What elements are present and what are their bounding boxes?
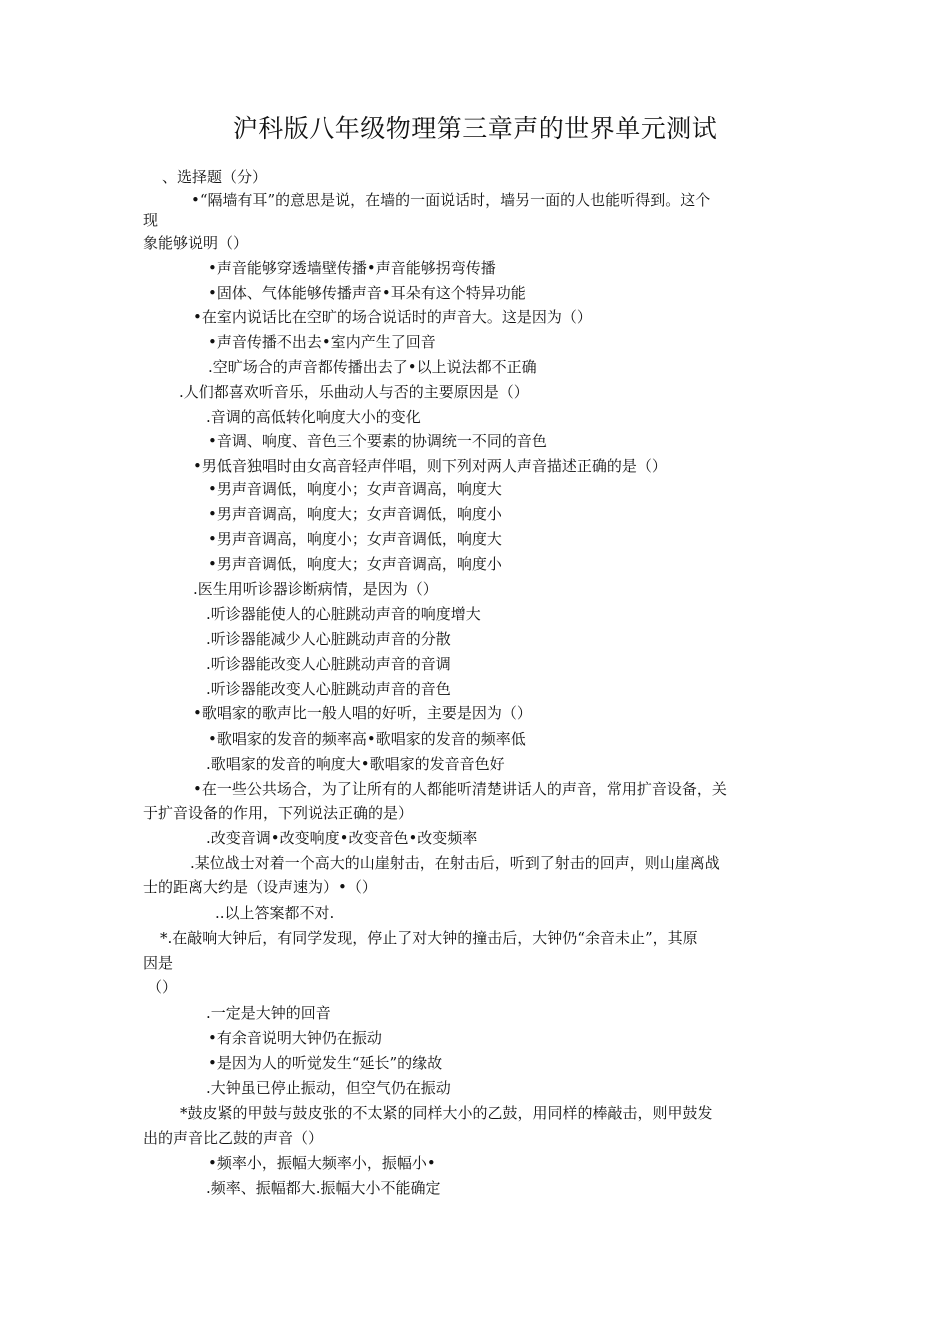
question-2-option: •声音传播不出去•室内产生了回音 [208,333,436,351]
question-4-stem: •男低音独唱时由女高音轻声伴唱，则下列对两人声音描述正确的是（） [193,457,667,475]
question-4-option: •男声音调高，响度大；女声音调低，响度小 [208,505,502,523]
question-9-stem: （） [147,978,178,996]
question-5-option: .听诊器能使人的心脏跳动声音的响度增大 [206,605,481,623]
question-3-stem: .人们都喜欢听音乐，乐曲动人与否的主要原因是（） [179,383,529,401]
question-3-option: .音调的高低转化响度大小的变化 [206,408,421,426]
question-9-option: •有余音说明大钟仍在振动 [208,1029,382,1047]
question-6-stem: •歌唱家的歌声比一般人唱的好听，主要是因为（） [193,704,532,722]
question-6-option: •歌唱家的发音的频率高•歌唱家的发音的频率低 [208,730,526,748]
question-5-option: .听诊器能改变人心脏跳动声音的音色 [206,680,451,698]
question-7-option: .改变音调•改变响度•改变音色•改变频率 [206,829,478,847]
page-title: 沪科版八年级物理第三章声的世界单元测试 [232,114,718,143]
question-3-option: •音调、响度、音色三个要素的协调统一不同的音色 [208,432,547,450]
question-4-option: •男声音调低，响度小；女声音调高，响度大 [208,480,502,498]
question-10-stem: *鼓皮紧的甲鼓与鼓皮张的不太紧的同样大小的乙鼓，用同样的棒敲击，则甲鼓发 [180,1104,713,1122]
question-1-option: •声音能够穿透墙壁传播•声音能够拐弯传播 [208,259,496,277]
question-1-stem: •“隔墙有耳”的意思是说，在墙的一面说话时，墙另一面的人也能听得到。这个 [191,191,711,209]
question-1-stem: 现 [143,211,159,229]
question-9-stem: *.在敲响大钟后，有同学发现，停止了对大钟的撞击后，大钟仍“余音未止”，其原 [160,929,698,947]
question-9-option: .大钟虽已停止振动，但空气仍在振动 [206,1079,451,1097]
question-8-stem: 士的距离大约是（设声速为）•（） [143,878,377,896]
question-9-stem: 因是 [143,954,174,972]
question-4-option: •男声音调高，响度小；女声音调低，响度大 [208,530,502,548]
question-9-option: .一定是大钟的回音 [206,1004,331,1022]
question-8-stem: .某位战士对着一个高大的山崖射击，在射击后，听到了射击的回声，则山崖离战 [190,854,720,872]
question-7-stem: •在一些公共场合，为了让所有的人都能听清楚讲话人的声音，常用扩音设备，关 [193,780,727,798]
question-10-option: •频率小，振幅大频率小，振幅小• [208,1154,436,1172]
question-6-option: .歌唱家的发音的响度大•歌唱家的发音音色好 [206,755,505,773]
question-10-stem: 出的声音比乙鼓的声音（） [143,1129,324,1147]
question-1-option: •固体、气体能够传播声音•耳朵有这个特异功能 [208,284,526,302]
question-5-stem: .医生用听诊器诊断病情，是因为（） [193,580,438,598]
section-heading: 、选择题（分） [162,168,268,186]
question-5-option: .听诊器能改变人心脏跳动声音的音调 [206,655,451,673]
question-10-option: .频率、振幅都大.振幅大小不能确定 [206,1179,441,1197]
question-1-stem: 象能够说明（） [143,234,249,252]
question-8-option: ..以上答案都不对. [215,904,335,922]
question-9-option: •是因为人的听觉发生“延长”的缘故 [208,1054,443,1072]
question-2-stem: •在室内说话比在空旷的场合说话时的声音大。这是因为（） [193,308,592,326]
question-4-option: •男声音调低，响度大；女声音调高，响度小 [208,555,502,573]
question-7-stem: 于扩音设备的作用，下列说法正确的是） [143,804,414,822]
question-2-option: .空旷场合的声音都传播出去了•以上说法都不正确 [208,358,537,376]
question-5-option: .听诊器能减少人心脏跳动声音的分散 [206,630,451,648]
